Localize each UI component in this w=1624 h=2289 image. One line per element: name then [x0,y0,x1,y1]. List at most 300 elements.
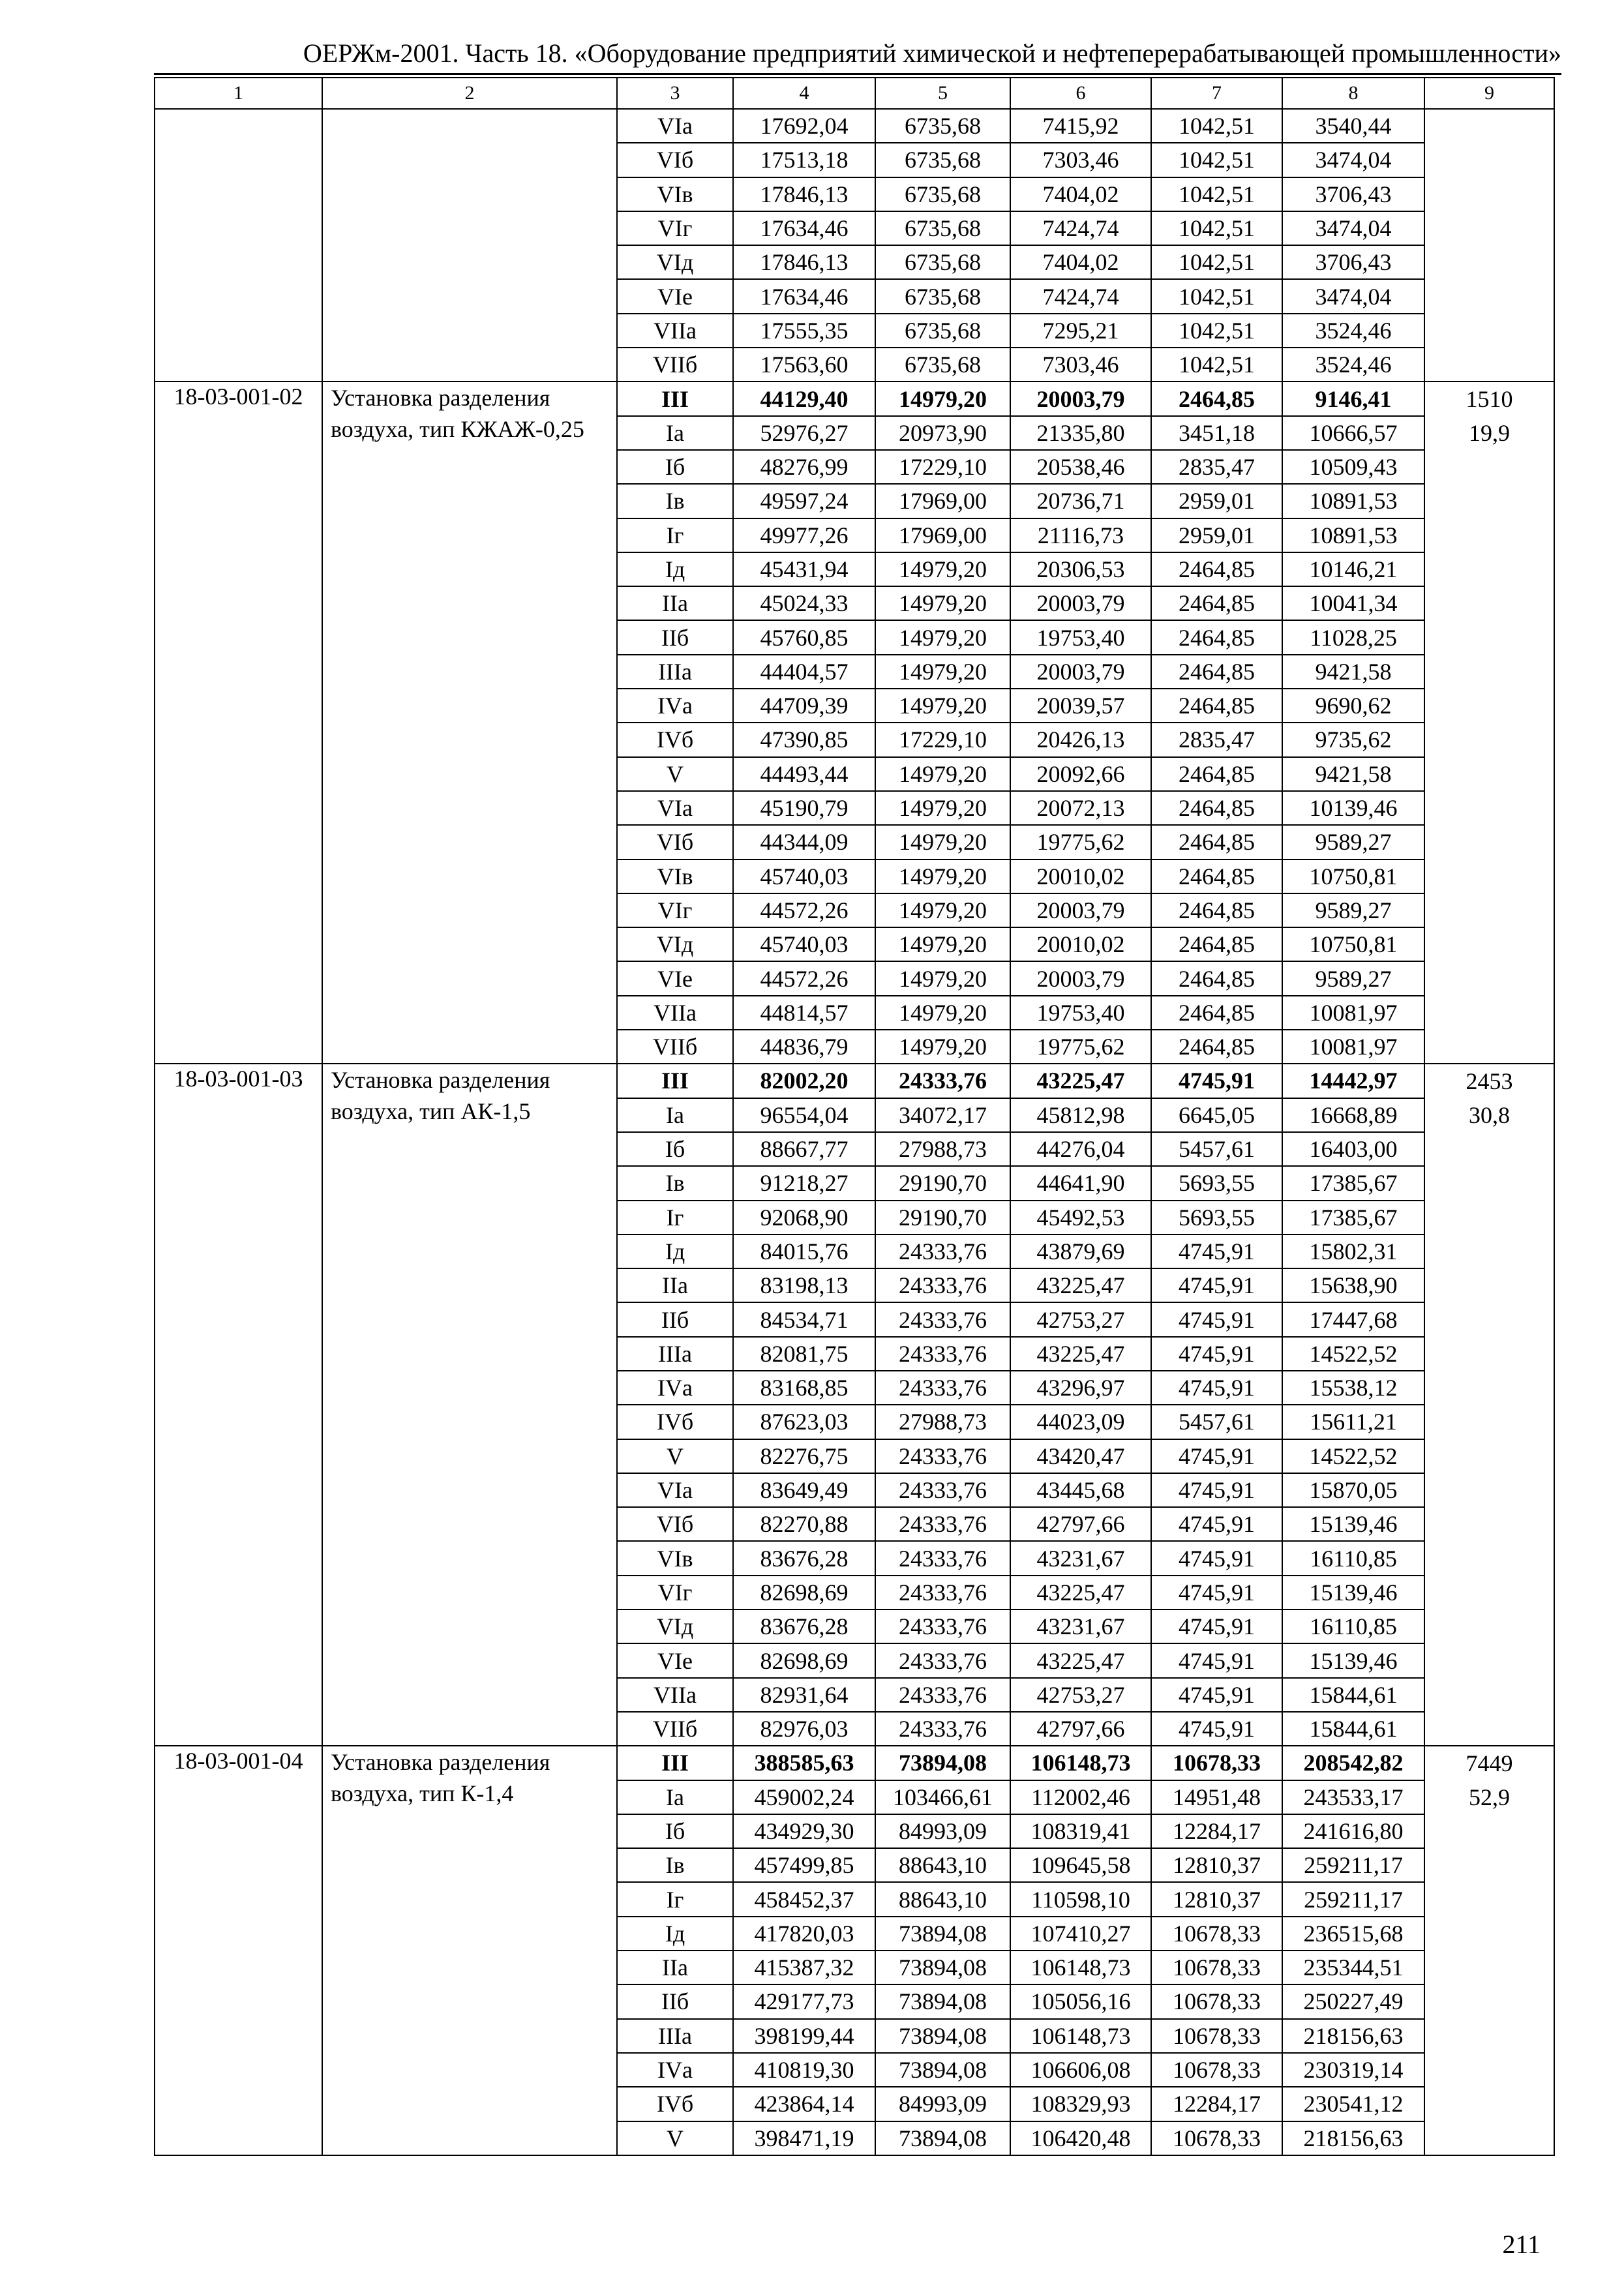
category-cell: VIе [617,961,733,995]
machine-cost-cell: 43225,47 [1010,1643,1151,1677]
machine-wages-cell: 2464,85 [1151,996,1282,1030]
machine-wages-cell: 4745,91 [1151,1268,1282,1302]
category-cell: Iд [617,552,733,586]
weight-value: 19,9 [1469,420,1510,447]
materials-cell: 3540,44 [1282,109,1424,143]
column-header-1: 1 [155,78,322,109]
machine-wages-cell: 4745,91 [1151,1643,1282,1677]
machine-cost-cell: 109645,58 [1010,1848,1151,1882]
item-name: Установка разделения воздуха, тип АК-1,5 [322,1064,617,1746]
category-cell: IIа [617,1951,733,1984]
table-row [155,1746,1554,1780]
item-name: Установка разделения воздуха, тип КЖАЖ-0,25 [322,382,617,1064]
materials-cell: 15870,05 [1282,1473,1424,1507]
machine-wages-cell: 2464,85 [1151,1030,1282,1064]
wages-cell: 24333,76 [875,1541,1010,1575]
category-cell: Iб [617,1814,733,1848]
wages-cell: 24333,76 [875,1576,1010,1609]
weight-cell [1424,109,1554,382]
materials-cell: 10041,34 [1282,586,1424,620]
materials-cell: 10509,43 [1282,450,1424,484]
machine-cost-cell: 7415,92 [1010,109,1151,143]
item-code: 18-03-001-04 [155,1746,322,2155]
machine-cost-cell: 20426,13 [1010,723,1151,756]
category-cell: VIIа [617,1678,733,1712]
category-cell: Iб [617,450,733,484]
machine-wages-cell: 5693,55 [1151,1201,1282,1234]
wages-cell: 24333,76 [875,1643,1010,1677]
category-cell: VIд [617,1609,733,1643]
wages-cell: 73894,08 [875,2019,1010,2053]
category-cell: Iа [617,1780,733,1814]
wages-cell: 6735,68 [875,314,1010,348]
category-cell: IIIа [617,655,733,689]
wages-cell: 17969,00 [875,518,1010,552]
wages-cell: 17229,10 [875,723,1010,756]
materials-cell: 10139,46 [1282,791,1424,825]
machine-wages-cell: 12810,37 [1151,1848,1282,1882]
total-cost-cell: 17846,13 [733,245,875,279]
materials-cell: 10146,21 [1282,552,1424,586]
machine-cost-cell: 43231,67 [1010,1609,1151,1643]
machine-cost-cell: 43879,69 [1010,1234,1151,1268]
machine-wages-cell: 4745,91 [1151,1371,1282,1405]
category-cell: V [617,2121,733,2155]
machine-cost-cell: 43445,68 [1010,1473,1151,1507]
wages-cell: 6735,68 [875,348,1010,382]
labor-value: 2453 [1466,1068,1513,1095]
machine-wages-cell: 2464,85 [1151,757,1282,791]
machine-cost-cell: 108329,93 [1010,2087,1151,2121]
materials-cell: 11028,25 [1282,620,1424,654]
materials-cell: 17385,67 [1282,1201,1424,1234]
machine-wages-cell: 2959,01 [1151,484,1282,518]
machine-cost-cell: 43225,47 [1010,1268,1151,1302]
wages-cell: 6735,68 [875,109,1010,143]
wages-cell: 27988,73 [875,1132,1010,1166]
total-cost-cell: 45024,33 [733,586,875,620]
machine-cost-cell: 45492,53 [1010,1201,1151,1234]
wages-cell: 84993,09 [875,1814,1010,1848]
materials-cell: 9421,58 [1282,655,1424,689]
materials-cell: 259211,17 [1282,1848,1424,1882]
item-code [155,109,322,382]
materials-cell: 16110,85 [1282,1541,1424,1575]
wages-cell: 24333,76 [875,1712,1010,1746]
wages-cell: 14979,20 [875,757,1010,791]
machine-cost-cell: 20538,46 [1010,450,1151,484]
machine-wages-cell: 4745,91 [1151,1337,1282,1371]
machine-cost-cell: 42797,66 [1010,1712,1151,1746]
machine-wages-cell: 14951,48 [1151,1780,1282,1814]
total-cost-cell: 82698,69 [733,1576,875,1609]
total-cost-cell: 44814,57 [733,996,875,1030]
table-row [155,109,1554,143]
machine-cost-cell: 7424,74 [1010,211,1151,245]
wages-cell: 73894,08 [875,1746,1010,1780]
total-cost-cell: 17846,13 [733,177,875,211]
machine-cost-cell: 7404,02 [1010,177,1151,211]
total-cost-cell: 83649,49 [733,1473,875,1507]
total-cost-cell: 44404,57 [733,655,875,689]
total-cost-cell: 47390,85 [733,723,875,756]
wages-cell: 14979,20 [875,961,1010,995]
category-cell: VIIб [617,1030,733,1064]
total-cost-cell: 17555,35 [733,314,875,348]
category-cell: VIб [617,143,733,177]
machine-cost-cell: 21116,73 [1010,518,1151,552]
materials-cell: 9589,27 [1282,825,1424,859]
total-cost-cell: 398199,44 [733,2019,875,2053]
total-cost-cell: 423864,14 [733,2087,875,2121]
materials-cell: 10081,97 [1282,996,1424,1030]
machine-wages-cell: 1042,51 [1151,348,1282,382]
weight-cell [1424,382,1554,1064]
total-cost-cell: 457499,85 [733,1848,875,1882]
materials-cell: 14522,52 [1282,1337,1424,1371]
total-cost-cell: 49597,24 [733,484,875,518]
machine-wages-cell: 5457,61 [1151,1405,1282,1439]
category-cell: VIд [617,927,733,961]
machine-wages-cell: 2835,47 [1151,450,1282,484]
machine-wages-cell: 1042,51 [1151,211,1282,245]
total-cost-cell: 52976,27 [733,416,875,450]
category-cell: IIIа [617,2019,733,2053]
materials-cell: 17447,68 [1282,1302,1424,1336]
column-header-8: 8 [1282,78,1424,109]
materials-cell: 3706,43 [1282,177,1424,211]
machine-wages-cell: 2464,85 [1151,791,1282,825]
machine-wages-cell: 2464,85 [1151,655,1282,689]
machine-wages-cell: 2464,85 [1151,961,1282,995]
category-cell: Iд [617,1917,733,1951]
machine-cost-cell: 19775,62 [1010,1030,1151,1064]
machine-cost-cell: 20003,79 [1010,655,1151,689]
machine-wages-cell: 2464,85 [1151,552,1282,586]
total-cost-cell: 96554,04 [733,1098,875,1132]
weight-value: 30,8 [1469,1102,1510,1129]
materials-cell: 9690,62 [1282,689,1424,723]
materials-cell: 15844,61 [1282,1678,1424,1712]
machine-wages-cell: 4745,91 [1151,1507,1282,1541]
machine-cost-cell: 45812,98 [1010,1098,1151,1132]
total-cost-cell: 17513,18 [733,143,875,177]
total-cost-cell: 88667,77 [733,1132,875,1166]
materials-cell: 3474,04 [1282,211,1424,245]
wages-cell: 88643,10 [875,1848,1010,1882]
category-cell: III [617,382,733,415]
total-cost-cell: 44129,40 [733,382,875,415]
total-cost-cell: 44572,26 [733,893,875,927]
total-cost-cell: 45760,85 [733,620,875,654]
wages-cell: 24333,76 [875,1371,1010,1405]
materials-cell: 15638,90 [1282,1268,1424,1302]
materials-cell: 3474,04 [1282,143,1424,177]
total-cost-cell: 82002,20 [733,1064,875,1098]
total-cost-cell: 82081,75 [733,1337,875,1371]
machine-cost-cell: 19775,62 [1010,825,1151,859]
machine-cost-cell: 7295,21 [1010,314,1151,348]
machine-cost-cell: 42753,27 [1010,1302,1151,1336]
total-cost-cell: 44836,79 [733,1030,875,1064]
materials-cell: 235344,51 [1282,1951,1424,1984]
materials-cell: 14442,97 [1282,1064,1424,1098]
category-cell: VIе [617,279,733,313]
category-cell: VIIа [617,996,733,1030]
materials-cell: 15611,21 [1282,1405,1424,1439]
wages-cell: 14979,20 [875,382,1010,415]
machine-cost-cell: 20003,79 [1010,382,1151,415]
materials-cell: 218156,63 [1282,2121,1424,2155]
category-cell: Iд [617,1234,733,1268]
materials-cell: 15139,46 [1282,1576,1424,1609]
total-cost-cell: 459002,24 [733,1780,875,1814]
machine-cost-cell: 106606,08 [1010,2053,1151,2087]
machine-cost-cell: 7303,46 [1010,348,1151,382]
total-cost-cell: 48276,99 [733,450,875,484]
total-cost-cell: 17692,04 [733,109,875,143]
machine-wages-cell: 4745,91 [1151,1609,1282,1643]
total-cost-cell: 45740,03 [733,927,875,961]
total-cost-cell: 82276,75 [733,1439,875,1473]
machine-cost-cell: 110598,10 [1010,1882,1151,1916]
machine-wages-cell: 10678,33 [1151,1984,1282,2018]
wages-cell: 29190,70 [875,1201,1010,1234]
machine-cost-cell: 7424,74 [1010,279,1151,313]
wages-cell: 14979,20 [875,996,1010,1030]
column-header-4: 4 [733,78,875,109]
total-cost-cell: 17563,60 [733,348,875,382]
machine-wages-cell: 12810,37 [1151,1882,1282,1916]
materials-cell: 15802,31 [1282,1234,1424,1268]
materials-cell: 3524,46 [1282,314,1424,348]
total-cost-cell: 398471,19 [733,2121,875,2155]
machine-wages-cell: 2835,47 [1151,723,1282,756]
total-cost-cell: 87623,03 [733,1405,875,1439]
category-cell: V [617,757,733,791]
category-cell: IVб [617,1405,733,1439]
machine-wages-cell: 2464,85 [1151,860,1282,893]
total-cost-cell: 83676,28 [733,1541,875,1575]
total-cost-cell: 92068,90 [733,1201,875,1234]
machine-cost-cell: 44276,04 [1010,1132,1151,1166]
category-cell: IIб [617,620,733,654]
total-cost-cell: 82698,69 [733,1643,875,1677]
wages-cell: 6735,68 [875,211,1010,245]
machine-cost-cell: 19753,40 [1010,620,1151,654]
wages-cell: 24333,76 [875,1234,1010,1268]
total-cost-cell: 82976,03 [733,1712,875,1746]
category-cell: VIа [617,791,733,825]
machine-wages-cell: 5457,61 [1151,1132,1282,1166]
price-table [154,77,1555,2156]
labor-value: 7449 [1466,1750,1513,1777]
wages-cell: 14979,20 [875,893,1010,927]
category-cell: Iа [617,416,733,450]
machine-cost-cell: 20306,53 [1010,552,1151,586]
wages-cell: 73894,08 [875,2053,1010,2087]
column-header-5: 5 [875,78,1010,109]
total-cost-cell: 83168,85 [733,1371,875,1405]
materials-cell: 15139,46 [1282,1507,1424,1541]
materials-cell: 243533,17 [1282,1780,1424,1814]
category-cell: VIIб [617,348,733,382]
machine-cost-cell: 106148,73 [1010,1746,1151,1780]
wages-cell: 14979,20 [875,1030,1010,1064]
machine-wages-cell: 10678,33 [1151,2121,1282,2155]
machine-cost-cell: 20072,13 [1010,791,1151,825]
machine-wages-cell: 4745,91 [1151,1541,1282,1575]
machine-wages-cell: 4745,91 [1151,1473,1282,1507]
category-cell: VIв [617,860,733,893]
wages-cell: 88643,10 [875,1882,1010,1916]
machine-cost-cell: 43225,47 [1010,1337,1151,1371]
materials-cell: 250227,49 [1282,1984,1424,2018]
wages-cell: 73894,08 [875,1984,1010,2018]
total-cost-cell: 45740,03 [733,860,875,893]
machine-wages-cell: 12284,17 [1151,2087,1282,2121]
machine-wages-cell: 4745,91 [1151,1234,1282,1268]
category-cell: IIб [617,1984,733,2018]
machine-wages-cell: 1042,51 [1151,143,1282,177]
total-cost-cell: 417820,03 [733,1917,875,1951]
column-header-6: 6 [1010,78,1151,109]
total-cost-cell: 82931,64 [733,1678,875,1712]
machine-wages-cell: 2464,85 [1151,586,1282,620]
materials-cell: 3524,46 [1282,348,1424,382]
machine-wages-cell: 10678,33 [1151,1917,1282,1951]
total-cost-cell: 45431,94 [733,552,875,586]
materials-cell: 9589,27 [1282,893,1424,927]
machine-wages-cell: 10678,33 [1151,2019,1282,2053]
category-cell: Iг [617,1882,733,1916]
wages-cell: 73894,08 [875,1917,1010,1951]
machine-cost-cell: 20092,66 [1010,757,1151,791]
category-cell: VIд [617,245,733,279]
materials-cell: 15139,46 [1282,1643,1424,1677]
machine-cost-cell: 105056,16 [1010,1984,1151,2018]
machine-wages-cell: 3451,18 [1151,416,1282,450]
category-cell: VIб [617,825,733,859]
materials-cell: 9421,58 [1282,757,1424,791]
machine-cost-cell: 44023,09 [1010,1405,1151,1439]
machine-wages-cell: 1042,51 [1151,245,1282,279]
machine-cost-cell: 106148,73 [1010,2019,1151,2053]
total-cost-cell: 45190,79 [733,791,875,825]
materials-cell: 15844,61 [1282,1712,1424,1746]
column-header-row [155,78,1554,109]
machine-wages-cell: 1042,51 [1151,279,1282,313]
machine-cost-cell: 20736,71 [1010,484,1151,518]
machine-wages-cell: 4745,91 [1151,1064,1282,1098]
wages-cell: 14979,20 [875,586,1010,620]
category-cell: III [617,1746,733,1780]
total-cost-cell: 83198,13 [733,1268,875,1302]
machine-wages-cell: 1042,51 [1151,314,1282,348]
weight-value: 52,9 [1469,1784,1510,1811]
machine-wages-cell: 2464,85 [1151,382,1282,415]
wages-cell: 24333,76 [875,1678,1010,1712]
total-cost-cell: 415387,32 [733,1951,875,1984]
category-cell: III [617,1064,733,1098]
total-cost-cell: 91218,27 [733,1166,875,1200]
machine-cost-cell: 7404,02 [1010,245,1151,279]
machine-cost-cell: 21335,80 [1010,416,1151,450]
total-cost-cell: 84534,71 [733,1302,875,1336]
item-name: Установка разделения воздуха, тип К-1,4 [322,1746,617,2155]
wages-cell: 6735,68 [875,245,1010,279]
total-cost-cell: 429177,73 [733,1984,875,2018]
category-cell: IVа [617,1371,733,1405]
machine-wages-cell: 1042,51 [1151,177,1282,211]
wages-cell: 24333,76 [875,1302,1010,1336]
machine-cost-cell: 7303,46 [1010,143,1151,177]
machine-cost-cell: 43231,67 [1010,1541,1151,1575]
wages-cell: 34072,17 [875,1098,1010,1132]
materials-cell: 230319,14 [1282,2053,1424,2087]
wages-cell: 24333,76 [875,1337,1010,1371]
machine-cost-cell: 106420,48 [1010,2121,1151,2155]
wages-cell: 24333,76 [875,1268,1010,1302]
materials-cell: 9146,41 [1282,382,1424,415]
machine-wages-cell: 10678,33 [1151,1746,1282,1780]
machine-wages-cell: 12284,17 [1151,1814,1282,1848]
total-cost-cell: 17634,46 [733,211,875,245]
wages-cell: 27988,73 [875,1405,1010,1439]
machine-cost-cell: 20010,02 [1010,860,1151,893]
wages-cell: 84993,09 [875,2087,1010,2121]
total-cost-cell: 388585,63 [733,1746,875,1780]
wages-cell: 24333,76 [875,1064,1010,1098]
materials-cell: 15538,12 [1282,1371,1424,1405]
wages-cell: 73894,08 [875,2121,1010,2155]
machine-wages-cell: 4745,91 [1151,1302,1282,1336]
total-cost-cell: 83676,28 [733,1609,875,1643]
materials-cell: 10750,81 [1282,860,1424,893]
category-cell: Iг [617,518,733,552]
wages-cell: 14979,20 [875,655,1010,689]
machine-cost-cell: 20003,79 [1010,586,1151,620]
total-cost-cell: 458452,37 [733,1882,875,1916]
machine-wages-cell: 10678,33 [1151,2053,1282,2087]
machine-cost-cell: 107410,27 [1010,1917,1151,1951]
category-cell: Iв [617,1166,733,1200]
category-cell: VIа [617,1473,733,1507]
machine-wages-cell: 10678,33 [1151,1951,1282,1984]
category-cell: IVа [617,2053,733,2087]
machine-cost-cell: 20003,79 [1010,893,1151,927]
materials-cell: 208542,82 [1282,1746,1424,1780]
total-cost-cell: 82270,88 [733,1507,875,1541]
category-cell: VIIб [617,1712,733,1746]
machine-wages-cell: 1042,51 [1151,109,1282,143]
materials-cell: 9589,27 [1282,961,1424,995]
materials-cell: 9735,62 [1282,723,1424,756]
column-header-9: 9 [1424,78,1554,109]
wages-cell: 14979,20 [875,860,1010,893]
materials-cell: 10081,97 [1282,1030,1424,1064]
wages-cell: 29190,70 [875,1166,1010,1200]
category-cell: Iа [617,1098,733,1132]
machine-wages-cell: 5693,55 [1151,1166,1282,1200]
category-cell: VIе [617,1643,733,1677]
category-cell: IIа [617,1268,733,1302]
machine-cost-cell: 19753,40 [1010,996,1151,1030]
category-cell: Iг [617,1201,733,1234]
wages-cell: 17229,10 [875,450,1010,484]
total-cost-cell: 49977,26 [733,518,875,552]
machine-wages-cell: 2464,85 [1151,825,1282,859]
